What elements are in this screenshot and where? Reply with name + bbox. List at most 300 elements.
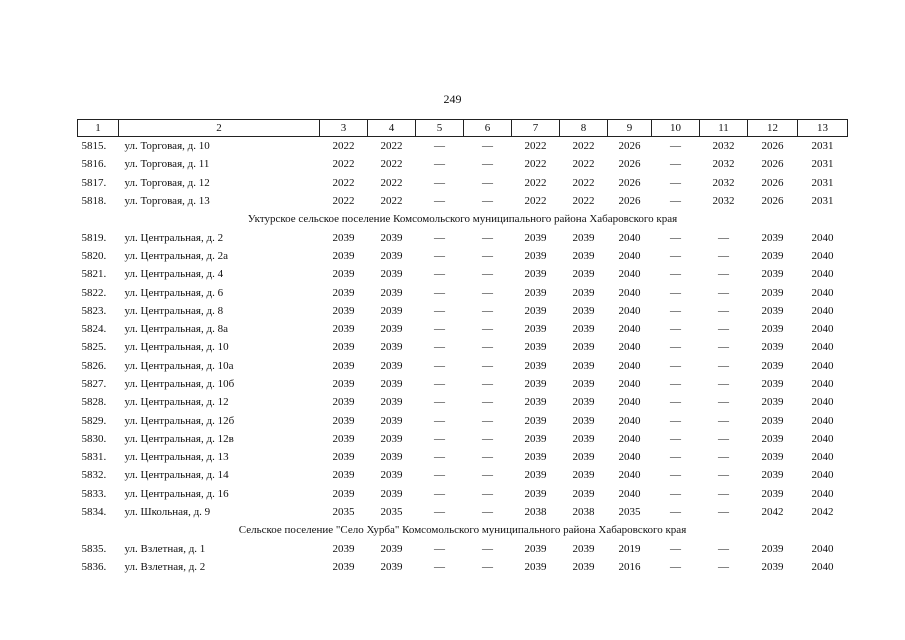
address-cell: ул. Центральная, д. 10 — [124, 341, 229, 354]
year-cell: 2039 — [572, 414, 595, 427]
year-cell: 2039 — [572, 542, 595, 555]
year-cell: 2039 — [524, 432, 547, 445]
year-cell: 2039 — [761, 542, 784, 555]
year-cell: — — [670, 469, 681, 482]
year-cell: — — [670, 231, 681, 244]
year-cell: 2040 — [618, 268, 641, 281]
year-cell: — — [434, 323, 445, 336]
row-number: 5826. — [81, 359, 107, 372]
year-cell: 2039 — [524, 249, 547, 262]
schedule-table — [77, 119, 848, 576]
year-cell: — — [482, 249, 493, 262]
year-cell: 2040 — [811, 231, 834, 244]
year-cell: 2040 — [618, 359, 641, 372]
page-number: 249 — [443, 92, 462, 106]
row-number: 5831. — [81, 451, 107, 464]
year-cell: 2039 — [524, 359, 547, 372]
section-heading: Сельское поселение "Село Хурба" Комсомольского муниципального района Хабаровского края — [238, 524, 687, 537]
year-cell: 2039 — [761, 469, 784, 482]
row-number: 5833. — [81, 487, 107, 500]
row-number: 5824. — [81, 323, 107, 336]
row-number: 5834. — [81, 506, 107, 519]
year-cell: 2040 — [618, 414, 641, 427]
year-cell: 2039 — [761, 396, 784, 409]
year-cell: 2040 — [811, 414, 834, 427]
year-cell: — — [482, 231, 493, 244]
row-number: 5815. — [81, 140, 107, 153]
year-cell: 2039 — [332, 414, 355, 427]
year-cell: — — [482, 140, 493, 153]
year-cell: 2026 — [761, 195, 784, 208]
year-cell: 2039 — [572, 487, 595, 500]
address-cell: ул. Взлетная, д. 1 — [124, 542, 206, 555]
year-cell: — — [434, 469, 445, 482]
year-cell: — — [482, 286, 493, 299]
table-row — [78, 265, 848, 283]
column-header: 9 — [608, 120, 652, 137]
year-cell: — — [482, 451, 493, 464]
year-cell: — — [670, 396, 681, 409]
table-row — [78, 485, 848, 503]
year-cell: 2039 — [572, 268, 595, 281]
year-cell: 2039 — [332, 304, 355, 317]
year-cell: 2039 — [332, 359, 355, 372]
year-cell: 2039 — [524, 487, 547, 500]
year-cell: 2039 — [332, 341, 355, 354]
year-cell: 2031 — [811, 158, 834, 171]
year-cell: 2039 — [572, 432, 595, 445]
year-cell: 2040 — [811, 359, 834, 372]
address-cell: ул. Центральная, д. 12 — [124, 396, 229, 409]
row-number: 5819. — [81, 231, 107, 244]
year-cell: 2040 — [811, 451, 834, 464]
column-header: 7 — [512, 120, 560, 137]
year-cell: 2039 — [761, 451, 784, 464]
row-number: 5829. — [81, 414, 107, 427]
row-number: 5825. — [81, 341, 107, 354]
year-cell: — — [482, 378, 493, 390]
year-cell: 2022 — [380, 176, 403, 189]
year-cell: — — [434, 359, 445, 372]
year-cell: 2039 — [524, 396, 547, 409]
year-cell: 2039 — [761, 359, 784, 372]
year-cell: — — [482, 506, 493, 519]
year-cell: 2039 — [761, 249, 784, 262]
year-cell: 2039 — [761, 286, 784, 299]
year-cell: — — [482, 469, 493, 482]
year-cell: — — [482, 396, 493, 409]
table-row — [78, 283, 848, 301]
table-row — [78, 558, 848, 576]
table-row — [78, 155, 848, 173]
year-cell: — — [670, 451, 681, 464]
year-cell: 2031 — [811, 140, 834, 153]
year-cell: — — [718, 249, 729, 262]
column-header: 4 — [368, 120, 416, 137]
year-cell: 2039 — [761, 231, 784, 244]
year-cell: 2039 — [332, 487, 355, 500]
column-header: 6 — [464, 120, 512, 137]
row-number: 5836. — [81, 560, 107, 573]
year-cell: 2039 — [572, 286, 595, 299]
table-row — [78, 375, 848, 393]
year-cell: 2039 — [380, 432, 403, 445]
table-row — [78, 247, 848, 265]
year-cell: — — [670, 560, 681, 573]
year-cell: 2039 — [380, 487, 403, 500]
year-cell: — — [434, 268, 445, 281]
year-cell: 2039 — [524, 231, 547, 244]
year-cell: — — [718, 396, 729, 409]
year-cell: 2039 — [524, 286, 547, 299]
year-cell: 2039 — [761, 560, 784, 573]
column-header: 12 — [748, 120, 798, 137]
year-cell: 2039 — [380, 341, 403, 354]
year-cell: — — [434, 378, 445, 390]
year-cell: 2039 — [572, 396, 595, 409]
year-cell: 2039 — [380, 304, 403, 317]
year-cell: — — [434, 158, 445, 171]
row-number: 5835. — [81, 542, 107, 555]
year-cell: 2040 — [618, 231, 641, 244]
year-cell: 2022 — [332, 195, 355, 208]
row-number: 5827. — [81, 378, 107, 390]
year-cell: 2040 — [811, 469, 834, 482]
table-row — [78, 320, 848, 338]
year-cell: 2039 — [524, 560, 547, 573]
year-cell: 2022 — [380, 158, 403, 171]
year-cell: 2040 — [618, 451, 641, 464]
year-cell: 2039 — [572, 378, 595, 390]
year-cell: 2039 — [380, 231, 403, 244]
year-cell: 2039 — [380, 268, 403, 281]
table-row — [78, 174, 848, 192]
table-row — [78, 503, 848, 521]
year-cell: 2026 — [618, 195, 641, 208]
year-cell: 2040 — [618, 396, 641, 409]
row-number: 5816. — [81, 158, 107, 171]
year-cell: 2040 — [618, 378, 641, 390]
year-cell: — — [482, 432, 493, 445]
address-cell: ул. Центральная, д. 12в — [124, 432, 234, 445]
year-cell: — — [718, 341, 729, 354]
year-cell: 2022 — [380, 195, 403, 208]
year-cell: — — [670, 432, 681, 445]
year-cell: 2040 — [811, 249, 834, 262]
table-row — [78, 192, 848, 210]
year-cell: — — [434, 304, 445, 317]
address-cell: ул. Торговая, д. 13 — [124, 195, 210, 208]
year-cell: — — [434, 249, 445, 262]
table-row — [78, 411, 848, 429]
year-cell: 2039 — [380, 359, 403, 372]
year-cell: 2040 — [811, 396, 834, 409]
year-cell: 2039 — [761, 414, 784, 427]
year-cell: 2039 — [524, 469, 547, 482]
year-cell: 2039 — [380, 414, 403, 427]
year-cell: 2040 — [618, 304, 641, 317]
section-heading: Уктурское сельское поселение Комсомольского муниципального района Хабаровского края — [247, 213, 678, 226]
year-cell: 2022 — [524, 158, 547, 171]
year-cell: 2039 — [572, 249, 595, 262]
year-cell: 2039 — [761, 268, 784, 281]
year-cell: — — [718, 506, 729, 519]
row-number: 5823. — [81, 304, 107, 317]
year-cell: 2040 — [811, 268, 834, 281]
column-header: 5 — [416, 120, 464, 137]
address-cell: ул. Взлетная, д. 2 — [124, 560, 206, 573]
year-cell: 2039 — [380, 396, 403, 409]
year-cell: — — [434, 341, 445, 354]
year-cell: — — [482, 414, 493, 427]
year-cell: 2039 — [572, 341, 595, 354]
row-number: 5832. — [81, 469, 107, 482]
year-cell: — — [482, 176, 493, 189]
year-cell: 2039 — [332, 286, 355, 299]
year-cell: 2039 — [380, 560, 403, 573]
year-cell: — — [670, 286, 681, 299]
column-header: 10 — [652, 120, 700, 137]
year-cell: 2026 — [761, 140, 784, 153]
address-cell: ул. Центральная, д. 2а — [124, 249, 228, 262]
year-cell: 2039 — [524, 304, 547, 317]
year-cell: 2039 — [380, 286, 403, 299]
year-cell: 2040 — [811, 378, 834, 390]
year-cell: 2016 — [618, 560, 641, 573]
year-cell: 2039 — [761, 341, 784, 354]
year-cell: 2031 — [811, 195, 834, 208]
year-cell: — — [434, 542, 445, 555]
year-cell: 2039 — [572, 451, 595, 464]
year-cell: 2039 — [524, 323, 547, 336]
year-cell: — — [670, 176, 681, 189]
year-cell: 2039 — [761, 378, 784, 390]
address-cell: ул. Торговая, д. 12 — [124, 176, 210, 189]
year-cell: 2031 — [811, 176, 834, 189]
year-cell: — — [670, 506, 681, 519]
year-cell: — — [434, 231, 445, 244]
row-number: 5818. — [81, 195, 107, 208]
year-cell: — — [718, 542, 729, 555]
row-number: 5830. — [81, 432, 107, 445]
year-cell: — — [670, 341, 681, 354]
year-cell: — — [670, 304, 681, 317]
year-cell: — — [482, 158, 493, 171]
year-cell: 2040 — [811, 560, 834, 573]
year-cell: 2039 — [524, 268, 547, 281]
year-cell: 2019 — [618, 542, 641, 555]
year-cell: 2039 — [332, 560, 355, 573]
year-cell: — — [670, 158, 681, 171]
year-cell: — — [482, 323, 493, 336]
year-cell: 2039 — [380, 249, 403, 262]
year-cell: 2040 — [618, 286, 641, 299]
year-cell: — — [482, 560, 493, 573]
year-cell: 2039 — [380, 451, 403, 464]
year-cell: 2042 — [761, 506, 784, 519]
address-cell: ул. Центральная, д. 6 — [124, 286, 224, 299]
year-cell: 2042 — [811, 506, 834, 519]
year-cell: 2039 — [524, 451, 547, 464]
address-cell: ул. Центральная, д. 10б — [124, 378, 235, 390]
address-cell: ул. Торговая, д. 10 — [124, 140, 210, 153]
year-cell: — — [718, 378, 729, 390]
year-cell: — — [718, 286, 729, 299]
year-cell: 2039 — [524, 414, 547, 427]
table-row — [78, 448, 848, 466]
year-cell: 2022 — [572, 158, 595, 171]
address-cell: ул. Центральная, д. 8 — [124, 304, 224, 317]
year-cell: — — [482, 268, 493, 281]
year-cell: 2039 — [572, 304, 595, 317]
column-header: 2 — [119, 120, 320, 137]
address-cell: ул. Центральная, д. 10а — [124, 359, 234, 372]
year-cell: 2040 — [811, 286, 834, 299]
year-cell: 2039 — [761, 323, 784, 336]
year-cell: 2039 — [572, 231, 595, 244]
year-cell: 2022 — [572, 140, 595, 153]
year-cell: — — [670, 359, 681, 372]
year-cell: 2040 — [811, 487, 834, 500]
year-cell: 2040 — [811, 432, 834, 445]
year-cell: 2039 — [380, 542, 403, 555]
column-header: 3 — [320, 120, 368, 137]
year-cell: — — [434, 506, 445, 519]
header-row — [78, 120, 848, 137]
year-cell: 2035 — [618, 506, 641, 519]
year-cell: 2022 — [332, 176, 355, 189]
year-cell: — — [718, 231, 729, 244]
table-row — [78, 302, 848, 320]
year-cell: — — [482, 195, 493, 208]
address-cell: ул. Центральная, д. 8а — [124, 323, 228, 336]
year-cell: — — [434, 560, 445, 573]
year-cell: 2039 — [332, 432, 355, 445]
year-cell: 2040 — [811, 323, 834, 336]
year-cell: 2038 — [524, 506, 547, 519]
year-cell: 2022 — [524, 195, 547, 208]
year-cell: 2040 — [811, 304, 834, 317]
year-cell: 2039 — [761, 304, 784, 317]
year-cell: — — [718, 304, 729, 317]
address-cell: ул. Центральная, д. 2 — [124, 231, 224, 244]
address-cell: ул. Торговая, д. 11 — [124, 158, 210, 171]
table-row — [78, 540, 848, 558]
year-cell: — — [670, 195, 681, 208]
row-number: 5820. — [81, 249, 107, 262]
row-number: 5821. — [81, 268, 107, 281]
year-cell: 2038 — [572, 506, 595, 519]
year-cell: — — [670, 268, 681, 281]
year-cell: 2039 — [524, 378, 547, 390]
year-cell: — — [434, 451, 445, 464]
year-cell: — — [718, 432, 729, 445]
year-cell: — — [434, 140, 445, 153]
year-cell: — — [482, 341, 493, 354]
year-cell: 2026 — [618, 176, 641, 189]
year-cell: 2035 — [380, 506, 403, 519]
year-cell: 2026 — [618, 140, 641, 153]
year-cell: — — [670, 249, 681, 262]
year-cell: 2022 — [524, 140, 547, 153]
year-cell: — — [434, 487, 445, 500]
year-cell: — — [718, 469, 729, 482]
year-cell: 2032 — [712, 195, 735, 208]
year-cell: 2039 — [332, 231, 355, 244]
year-cell: 2039 — [332, 378, 355, 390]
year-cell: 2039 — [524, 341, 547, 354]
year-cell: 2039 — [332, 249, 355, 262]
year-cell: — — [434, 176, 445, 189]
year-cell: 2039 — [332, 323, 355, 336]
year-cell: — — [718, 560, 729, 573]
year-cell: 2032 — [712, 140, 735, 153]
year-cell: — — [670, 542, 681, 555]
year-cell: 2022 — [332, 158, 355, 171]
year-cell: 2039 — [380, 323, 403, 336]
table-body — [78, 137, 848, 577]
year-cell: — — [482, 304, 493, 317]
column-header: 13 — [798, 120, 848, 137]
year-cell: 2035 — [332, 506, 355, 519]
year-cell: 2032 — [712, 158, 735, 171]
year-cell: 2039 — [332, 542, 355, 555]
address-cell: ул. Центральная, д. 13 — [124, 451, 229, 464]
year-cell: — — [434, 432, 445, 445]
year-cell: 2039 — [332, 396, 355, 409]
section-heading-row — [78, 210, 848, 228]
row-number: 5828. — [81, 396, 107, 409]
column-header: 8 — [560, 120, 608, 137]
year-cell: — — [482, 542, 493, 555]
year-cell: 2022 — [572, 176, 595, 189]
section-heading-row — [78, 521, 848, 539]
year-cell: 2040 — [618, 469, 641, 482]
year-cell: 2022 — [380, 140, 403, 153]
year-cell: — — [434, 286, 445, 299]
table-row — [78, 137, 848, 156]
year-cell: 2040 — [618, 487, 641, 500]
column-header: 11 — [700, 120, 748, 137]
year-cell: 2039 — [380, 378, 403, 390]
year-cell: 2022 — [524, 176, 547, 189]
year-cell: — — [670, 323, 681, 336]
address-cell: ул. Центральная, д. 16 — [124, 487, 229, 500]
year-cell: — — [718, 414, 729, 427]
year-cell: — — [718, 323, 729, 336]
year-cell: 2026 — [761, 176, 784, 189]
year-cell: 2039 — [572, 359, 595, 372]
row-number: 5822. — [81, 286, 107, 299]
year-cell: 2039 — [761, 487, 784, 500]
year-cell: 2026 — [618, 158, 641, 171]
year-cell: — — [434, 414, 445, 427]
year-cell: 2039 — [572, 469, 595, 482]
table-row — [78, 466, 848, 484]
year-cell: 2040 — [811, 542, 834, 555]
year-cell: — — [718, 487, 729, 500]
year-cell: — — [670, 487, 681, 500]
year-cell: 2039 — [332, 469, 355, 482]
year-cell: — — [482, 487, 493, 500]
year-cell: — — [718, 451, 729, 464]
year-cell: — — [670, 414, 681, 427]
year-cell: — — [670, 140, 681, 153]
table-row — [78, 338, 848, 356]
year-cell: 2039 — [332, 268, 355, 281]
year-cell: 2039 — [761, 432, 784, 445]
year-cell: — — [718, 359, 729, 372]
